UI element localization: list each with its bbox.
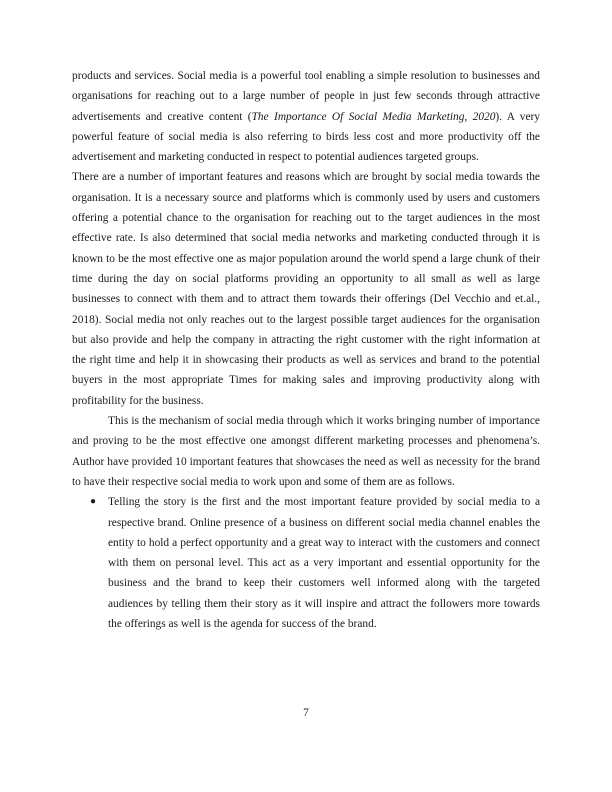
bullet-list	[72, 492, 540, 634]
bullet-icon: ●	[90, 496, 97, 508]
list-item	[72, 492, 540, 634]
paragraph-features: There are a number of important features and reasons which are brought by social media towards the organisation. It is a necessary source and platforms which is commonly used by users and customers offering a potential chance to the organisation for reaching out to the target audiences in the most effective rate. Is also determined that social media networks and marketing conducted through it is known to be the most effective one as major population around the world spend a large chunk of their time during the day on social platforms providing an opportunity to all small as well as large businesses to connect with them and to attract them towards their offerings (Del Vecchio and et.al., 2018). Social media not only reaches out to the largest possible target audiences for the organisation but also provide and help the company in attracting the right customer with the right information at the right time and help it in showcasing their products as well as services and brand to the potential buyers in the most appropriate Times for making sales and improving productivity along with profitability for the business.	[72, 171, 540, 407]
citation: The Importance Of Social Media Marketing, 2020	[251, 110, 496, 123]
paragraph-continuation	[72, 66, 540, 167]
paragraph-text: ). A very powerful feature of social media is also referring to birds less cost and more productivity off the advertisement and marketing conducted in respect to potential audiences targeted groups.	[72, 110, 540, 164]
paragraph-mechanism: This is the mechanism of social media through which it works bringing number of importance and proving to be the most effective one amongst different marketing processes and phenomena’s. Author have provided 10 important features that showcases the need as well as necessity for the brand to have their respective social media to work upon and some of them are as follows.	[72, 415, 540, 488]
paragraph-text: products and services. Social media is a powerful tool enabling a simple resolution to businesses and organisations for reaching out to a large number of people in just few seconds through attractive advertisements and creative content (	[72, 70, 540, 123]
document-body	[72, 66, 540, 634]
list-item-text: Telling the story is the first and the most important feature provided by social media to a respective brand. Online presence of a business on different social media channel enables the entity to hold a perfect opportunity and a great way to interact with the customers and connect with them on personal level. This act as a very important and essential opportunity for the business and the brand to keep their customers well informed along with the targeted audiences by telling them their story as it will inspire and attract the followers more towards the offerings as well is the agenda for success of the brand.	[108, 496, 540, 631]
page-number: 7	[303, 707, 309, 719]
